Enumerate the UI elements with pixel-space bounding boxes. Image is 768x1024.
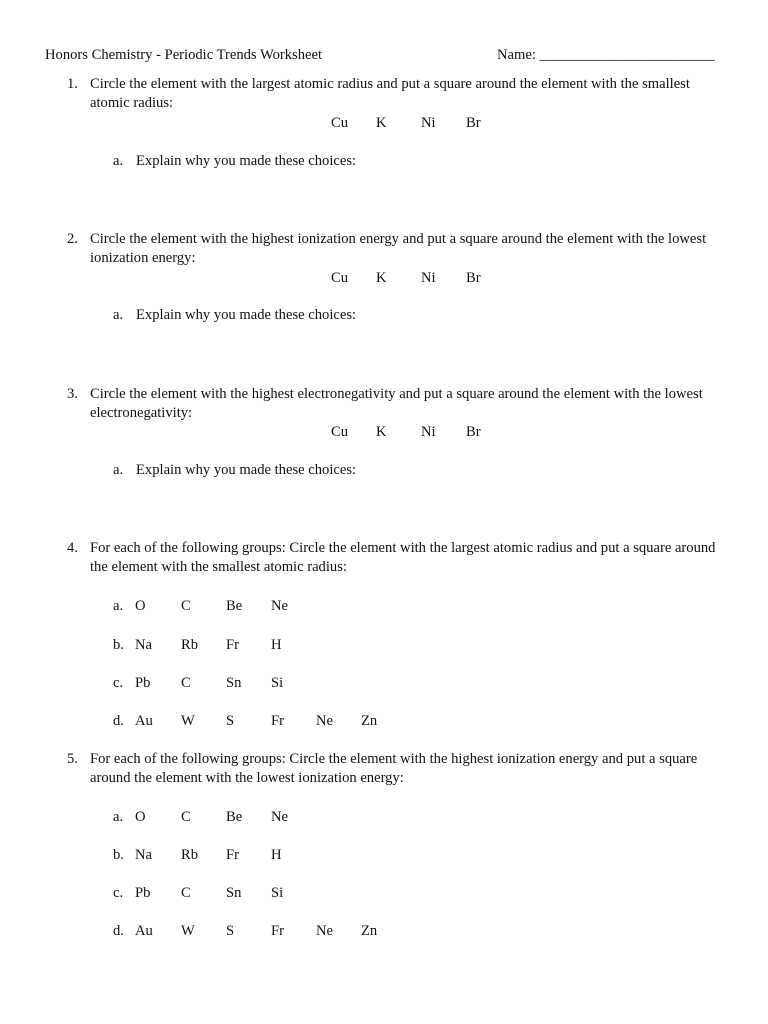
element-symbol: O [135, 598, 146, 614]
element-symbol: Au [135, 713, 153, 729]
element-symbol: Rb [181, 847, 199, 863]
element-symbol: Pb [135, 885, 151, 901]
element-symbol: Ne [271, 809, 289, 825]
question-number: 1. [67, 76, 78, 92]
question-number: 2. [67, 231, 78, 247]
sub-item-letter: a. [113, 462, 124, 478]
sub-item-letter: a. [113, 307, 124, 323]
element-symbol: Ni [421, 424, 436, 440]
element-symbol: Cu [331, 115, 349, 131]
group-letter: b. [113, 847, 124, 863]
element-symbol: O [135, 809, 146, 825]
element-symbol: C [181, 598, 191, 614]
element-symbol: Be [226, 598, 243, 614]
element-symbol: Ne [316, 713, 334, 729]
element-symbol: Ne [316, 923, 334, 939]
question-text: Circle the element with the highest ionization energy and put a square around the element with the lowest ionization energy: [90, 231, 707, 266]
element-symbol: Br [466, 424, 481, 440]
element-symbol: S [226, 713, 235, 729]
element-symbol: H [271, 637, 282, 653]
element-symbol: K [376, 270, 387, 286]
question-text: Circle the element with the largest atomic radius and put a square around the element with the smallest atomic radius: [90, 76, 690, 111]
element-symbol: Au [135, 923, 153, 939]
question-number: 4. [67, 540, 78, 556]
group-letter: a. [113, 598, 124, 614]
question-number: 5. [67, 751, 78, 767]
group-letter: d. [113, 713, 124, 729]
element-symbol: Fr [271, 923, 284, 939]
element-symbol: S [226, 923, 235, 939]
element-symbol: Si [271, 675, 284, 691]
element-symbol: Br [466, 115, 481, 131]
element-symbol: C [181, 809, 191, 825]
group-letter: a. [113, 809, 124, 825]
element-symbol: Sn [226, 885, 242, 901]
element-symbol: W [181, 923, 195, 939]
group-letter: b. [113, 637, 124, 653]
element-symbol: K [376, 115, 387, 131]
group-letter: d. [113, 923, 124, 939]
element-symbol: Ni [421, 270, 436, 286]
element-symbol: Zn [361, 923, 378, 939]
element-symbol: Fr [271, 713, 284, 729]
element-symbol: Fr [226, 847, 239, 863]
element-symbol: Si [271, 885, 284, 901]
element-symbol: Ni [421, 115, 436, 131]
question-text: For each of the following groups: Circle the element with the largest atomic radius and put a square around the element with the smallest atomic radius: [90, 540, 716, 575]
element-symbol: H [271, 847, 282, 863]
explain-prompt: Explain why you made these choices: [136, 153, 357, 169]
element-symbol: Cu [331, 424, 349, 440]
element-symbol: Fr [226, 637, 239, 653]
element-symbol: C [181, 675, 191, 691]
element-symbol: Sn [226, 675, 242, 691]
group-letter: c. [113, 885, 124, 901]
element-symbol: Na [135, 847, 153, 863]
element-symbol: Be [226, 809, 243, 825]
element-symbol: W [181, 713, 195, 729]
question-text: For each of the following groups: Circle the element with the highest ionization energy and put a square around the element with the lowest ionization energy: [90, 751, 698, 786]
element-symbol: C [181, 885, 191, 901]
question-text: Circle the element with the highest electronegativity and put a square around the element with the lowest electronegativity: [90, 386, 703, 421]
element-symbol: Zn [361, 713, 378, 729]
element-symbol: Br [466, 270, 481, 286]
name-field-label: Name: ________________________ [497, 47, 715, 63]
element-symbol: Na [135, 637, 153, 653]
explain-prompt: Explain why you made these choices: [136, 307, 357, 323]
worksheet-title: Honors Chemistry - Periodic Trends Worksheet [45, 47, 323, 63]
element-symbol: Ne [271, 598, 289, 614]
sub-item-letter: a. [113, 153, 124, 169]
group-letter: c. [113, 675, 124, 691]
element-symbol: Pb [135, 675, 151, 691]
explain-prompt: Explain why you made these choices: [136, 462, 357, 478]
element-symbol: Cu [331, 270, 349, 286]
element-symbol: Rb [181, 637, 199, 653]
question-number: 3. [67, 386, 78, 402]
element-symbol: K [376, 424, 387, 440]
